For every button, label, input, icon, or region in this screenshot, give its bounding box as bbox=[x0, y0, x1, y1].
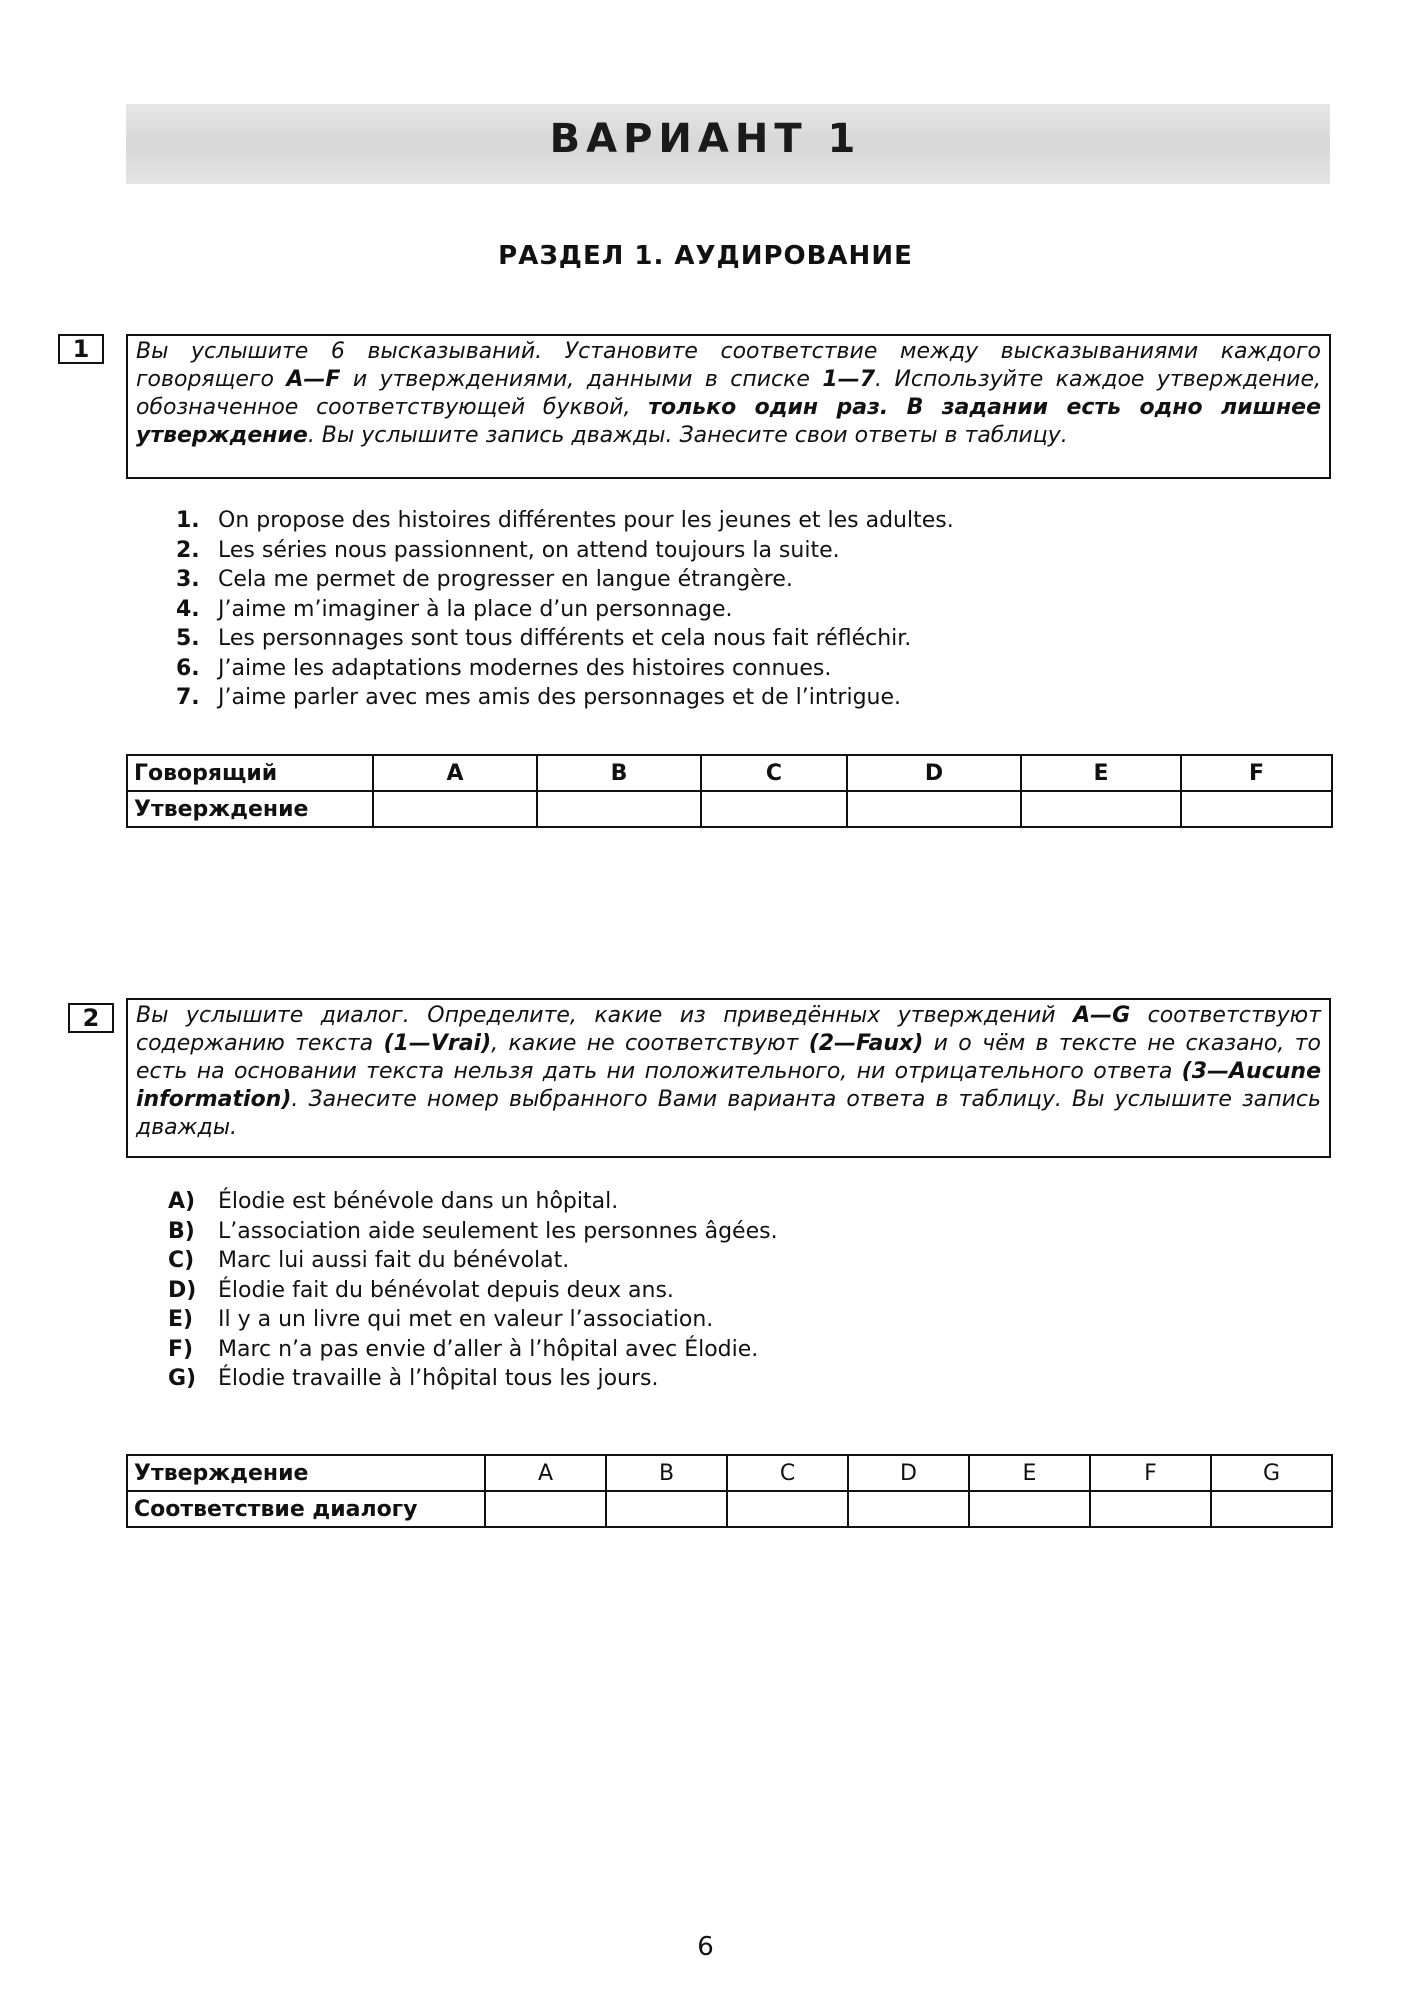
statement-text: J’aime parler avec mes amis des personnages et de l’intrigue. bbox=[218, 685, 902, 710]
statement-item bbox=[168, 1187, 778, 1217]
statement-row-label: Утверждение bbox=[127, 791, 373, 827]
answer-cell-e[interactable] bbox=[1021, 791, 1181, 827]
statement-text: Élodie travaille à l’hôpital tous les jours. bbox=[218, 1366, 659, 1391]
speaker-row-label: Говорящий bbox=[127, 755, 373, 791]
statement-text: Élodie est bénévole dans un hôpital. bbox=[218, 1189, 619, 1214]
speaker-column-a: A bbox=[373, 755, 537, 791]
statement-column-d: D bbox=[848, 1455, 969, 1491]
variant-title: ВАРИАНТ 1 bbox=[549, 116, 862, 162]
statement-item bbox=[176, 624, 954, 654]
statement-text: L’association aide seulement les personnes âgées. bbox=[218, 1218, 778, 1244]
statement-text: On propose des histoires différentes pour les jeunes et les adultes. bbox=[218, 508, 954, 533]
statement-item bbox=[168, 1364, 778, 1394]
statement-row-label: Утверждение bbox=[127, 1455, 485, 1491]
statement-marker: E) bbox=[168, 1307, 194, 1332]
statement-item bbox=[176, 683, 954, 713]
instruction-text: соответствуют содержанию текста bbox=[136, 1003, 1322, 1056]
task-2-number: 2 bbox=[68, 1003, 114, 1033]
statement-item bbox=[168, 1276, 778, 1306]
statement-marker: 2. bbox=[176, 537, 200, 563]
answer-cell-d[interactable] bbox=[848, 1491, 969, 1527]
instruction-text: . Используйте каждое утверждение, обозначенное соответствующей буквой, bbox=[136, 367, 1321, 420]
task-2-statement-list bbox=[168, 1187, 778, 1394]
answer-cell-b[interactable] bbox=[606, 1491, 727, 1527]
statement-text: Marc lui aussi fait du bénévolat. bbox=[218, 1248, 570, 1273]
statement-marker: F) bbox=[168, 1336, 194, 1362]
instruction-text: и о чём в тексте не сказано, то есть на основании текста нельзя дать ни положительного, ни отрицательного ответа bbox=[136, 1031, 1321, 1084]
answer-cell-a[interactable] bbox=[373, 791, 537, 827]
answer-cell-c[interactable] bbox=[727, 1491, 848, 1527]
task-1-instruction bbox=[126, 334, 1331, 479]
task-1-header-row bbox=[127, 755, 1332, 791]
statement-item bbox=[176, 506, 954, 536]
instruction-emphasis: только один раз. В задании есть одно лишнее утверждение bbox=[136, 395, 1321, 448]
statement-text: Les séries nous passionnent, on attend toujours la suite. bbox=[218, 537, 840, 563]
answer-cell-f[interactable] bbox=[1090, 1491, 1211, 1527]
statement-item bbox=[176, 654, 954, 684]
speaker-column-d: D bbox=[847, 755, 1021, 791]
statement-item bbox=[168, 1305, 778, 1335]
statement-marker: 6. bbox=[176, 655, 200, 681]
section-title: РАЗДЕЛ 1. АУДИРОВАНИЕ bbox=[498, 241, 913, 271]
statement-item bbox=[176, 536, 954, 566]
statement-text: Marc n’a pas envie d’aller à l’hôpital avec Élodie. bbox=[218, 1336, 759, 1362]
statement-item bbox=[168, 1246, 778, 1276]
task-2-answer-table bbox=[126, 1454, 1333, 1528]
statement-column-b: B bbox=[606, 1455, 727, 1491]
task-2-answer-row bbox=[127, 1491, 1332, 1527]
answer-cell-a[interactable] bbox=[485, 1491, 606, 1527]
instruction-emphasis: (2—Faux) bbox=[808, 1031, 924, 1056]
statement-marker: G) bbox=[168, 1366, 197, 1391]
statement-marker: 3. bbox=[176, 567, 200, 592]
dialogue-match-row-label: Соответствие диалогу bbox=[127, 1491, 485, 1527]
task-1-answer-table bbox=[126, 754, 1333, 828]
statement-marker: C) bbox=[168, 1248, 195, 1273]
instruction-text: Вы услышите диалог. Определите, какие из приведённых утверждений bbox=[136, 1003, 1074, 1028]
answer-cell-d[interactable] bbox=[847, 791, 1021, 827]
statement-marker: A) bbox=[168, 1189, 196, 1214]
statement-text: J’aime m’imaginer à la place d’un personnage. bbox=[218, 596, 733, 622]
statement-text: Élodie fait du bénévolat depuis deux ans. bbox=[218, 1277, 674, 1303]
statement-marker: 7. bbox=[176, 685, 200, 710]
statement-column-f: F bbox=[1090, 1455, 1211, 1491]
speaker-column-c: C bbox=[701, 755, 847, 791]
instruction-emphasis: A—F bbox=[286, 367, 341, 392]
instruction-text: Вы услышите 6 высказываний. Установите соответствие между высказываниями каждого говорящего bbox=[136, 339, 1321, 392]
statement-item bbox=[168, 1217, 778, 1247]
task-1-number: 1 bbox=[58, 334, 104, 364]
answer-cell-c[interactable] bbox=[701, 791, 847, 827]
statement-text: Cela me permet de progresser en langue étrangère. bbox=[218, 567, 793, 592]
instruction-emphasis: 1—7 bbox=[822, 367, 876, 392]
statement-marker: D) bbox=[168, 1277, 197, 1303]
instruction-emphasis: A—G bbox=[1073, 1003, 1131, 1028]
statement-column-g: G bbox=[1211, 1455, 1332, 1491]
speaker-column-b: B bbox=[537, 755, 701, 791]
speaker-column-f: F bbox=[1181, 755, 1332, 791]
statement-column-c: C bbox=[727, 1455, 848, 1491]
task-1-statement-list bbox=[176, 506, 954, 713]
answer-cell-e[interactable] bbox=[969, 1491, 1090, 1527]
task-2-instruction bbox=[126, 998, 1331, 1158]
instruction-text: . Занесите номер выбранного Вами варианта ответа в таблицу. Вы услышите запись дважды. bbox=[136, 1087, 1321, 1140]
instruction-text: . Вы услышите запись дважды. Занесите свои ответы в таблицу. bbox=[307, 423, 1068, 448]
speaker-column-e: E bbox=[1021, 755, 1181, 791]
statement-item bbox=[176, 565, 954, 595]
page-number: 6 bbox=[697, 1932, 714, 1962]
statement-marker: 4. bbox=[176, 596, 200, 622]
statement-text: Les personnages sont tous différents et cela nous fait réfléchir. bbox=[218, 626, 912, 651]
instruction-emphasis: (3—Aucune information) bbox=[136, 1059, 1321, 1112]
statement-marker: B) bbox=[168, 1218, 195, 1244]
statement-text: J’aime les adaptations modernes des histoires connues. bbox=[218, 655, 832, 681]
answer-cell-b[interactable] bbox=[537, 791, 701, 827]
instruction-emphasis: (1—Vrai) bbox=[383, 1031, 492, 1056]
answer-cell-f[interactable] bbox=[1181, 791, 1332, 827]
statement-item bbox=[176, 595, 954, 625]
statement-marker: 5. bbox=[176, 626, 200, 651]
statement-column-e: E bbox=[969, 1455, 1090, 1491]
statement-column-a: A bbox=[485, 1455, 606, 1491]
statement-marker: 1. bbox=[176, 508, 200, 533]
task-1-answer-row bbox=[127, 791, 1332, 827]
statement-text: Il y a un livre qui met en valeur l’association. bbox=[218, 1307, 714, 1332]
answer-cell-g[interactable] bbox=[1211, 1491, 1332, 1527]
task-2-header-row bbox=[127, 1455, 1332, 1491]
statement-item bbox=[168, 1335, 778, 1365]
instruction-text: и утверждениями, данными в списке bbox=[340, 367, 823, 392]
instruction-text: , какие не соответствуют bbox=[491, 1031, 809, 1056]
